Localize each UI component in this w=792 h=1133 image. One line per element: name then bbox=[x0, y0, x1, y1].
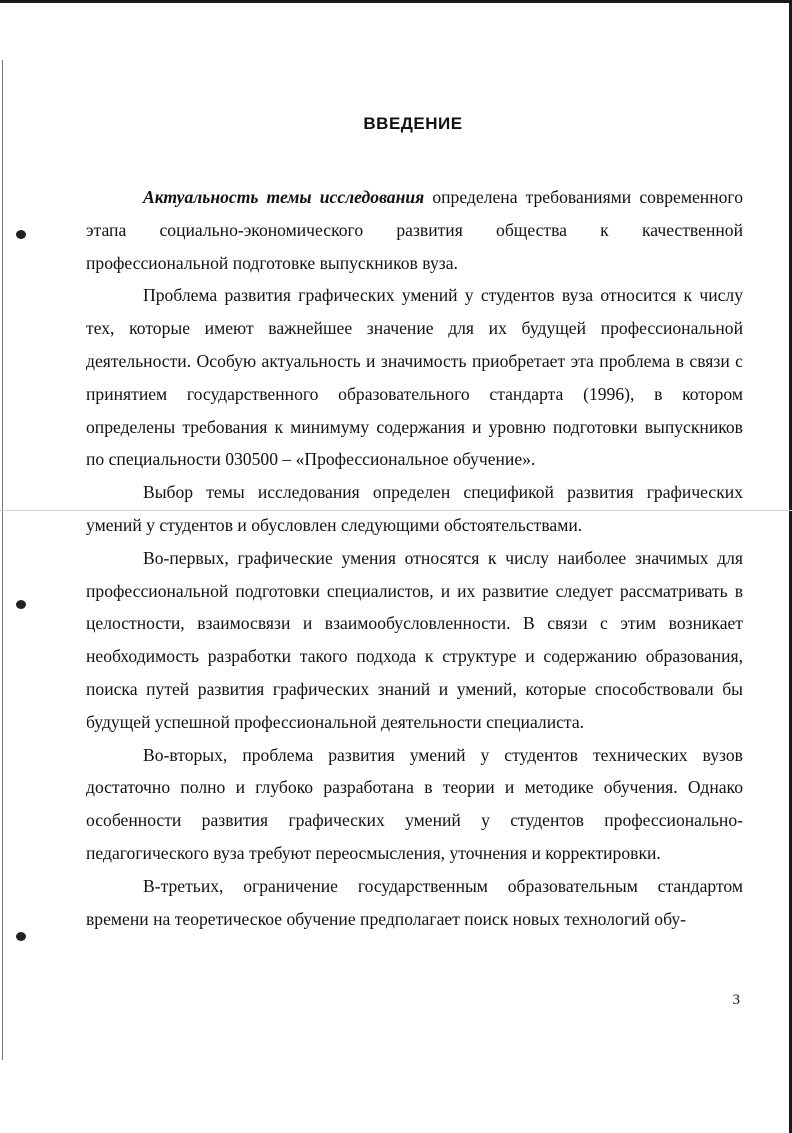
paragraph-topic-choice: Выбор темы исследования определен спецификой развития графических умений у студентов и обусловлен следующими обстоятельствами. bbox=[86, 482, 743, 535]
paragraph-text: определена требованиями современного этапа социально-экономического развития общества к качественной профессиональной подготовке выпускников вуза. bbox=[86, 187, 743, 273]
scan-border-top bbox=[0, 0, 792, 3]
body-text bbox=[86, 181, 743, 935]
paragraph-third-reason: В-третьих, ограничение государственным образовательным стандартом времени на теоретическое обучение предполагает поиск новых технологий обу- bbox=[86, 875, 743, 929]
page-number: 3 bbox=[732, 992, 740, 1008]
paragraph-lead: Актуальность темы исследования bbox=[143, 187, 425, 207]
paragraph-problem: Проблема развития графических умений у студентов вуза относится к числу тех, которые имеют важнейшее значение для их будущей профессиональной деятельности. Особую актуальность и значимость приобретает эта проблема в связи с принятием государственного образовательного стандарта (1996), в котором определены требования к минимуму содержания и уровню подготовки выпускников по специальности 030500 – «Профессиональное обучение». bbox=[86, 285, 743, 470]
paragraph-relevance bbox=[86, 181, 743, 279]
punch-hole-mark bbox=[16, 932, 26, 941]
scan-border-left bbox=[2, 60, 3, 1060]
paragraph-second-reason: Во-вторых, проблема развития умений у студентов технических вузов достаточно полно и глубоко разработана в теории и методике обучения. Однако особенности развития графических умений у студентов профессионально-педагогического вуза требуют переосмысления, уточнения и корректировки. bbox=[86, 744, 743, 863]
page-title: ВВЕДЕНИЕ bbox=[363, 114, 463, 133]
paragraph-first-reason: Во-первых, графические умения относятся к числу наиболее значимых для профессиональной подготовки специалистов, и их развитие следует рассматривать в целостности, взаимосвязи и взаимообусловленности. В связи с этим возникает необходимость разработки такого подхода к структуре и содержанию образования, поиска путей развития графических знаний и умений, которые способствовали бы будущей успешной профессиональной деятельности специалиста. bbox=[86, 547, 743, 732]
punch-hole-mark bbox=[16, 600, 26, 609]
punch-hole-mark bbox=[16, 230, 26, 239]
